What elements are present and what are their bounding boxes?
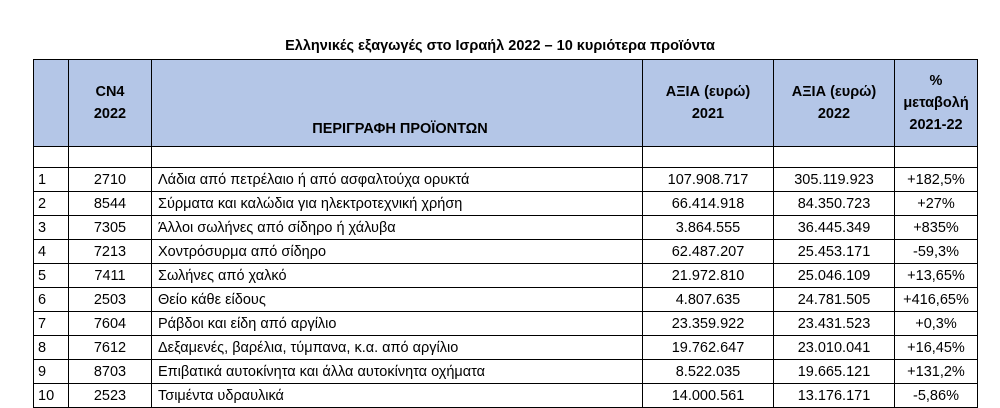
value-2021: 107.908.717 (643, 168, 774, 192)
spacer-cell (152, 147, 643, 168)
header-value-2022 (774, 60, 895, 147)
row-number: 5 (34, 264, 69, 288)
percent-change: +835% (895, 216, 978, 240)
value-2021: 23.359.922 (643, 312, 774, 336)
spacer-cell (34, 147, 69, 168)
row-number: 2 (34, 192, 69, 216)
row-number: 9 (34, 360, 69, 384)
spacer-cell (895, 147, 978, 168)
row-number: 3 (34, 216, 69, 240)
header-change-line3: 2021-22 (909, 117, 963, 133)
value-2022: 13.176.171 (774, 384, 895, 408)
row-number: 4 (34, 240, 69, 264)
product-description: Δεξαμενές, βαρέλια, τύμπανα, κ.α. από αργίλιο (152, 336, 643, 360)
row-number: 10 (34, 384, 69, 408)
cn4-code: 8544 (69, 192, 152, 216)
header-value-2022-line2: 2022 (817, 106, 851, 122)
row-number: 7 (34, 312, 69, 336)
percent-change: +131,2% (895, 360, 978, 384)
cn4-code: 8703 (69, 360, 152, 384)
value-2021: 4.807.635 (643, 288, 774, 312)
row-number: 1 (34, 168, 69, 192)
header-value-2021-line1: ΑΞΙΑ (ευρώ) (665, 84, 751, 100)
product-description: Άλλοι σωλήνες από σίδηρο ή χάλυβα (152, 216, 643, 240)
product-description: Σωλήνες από χαλκό (152, 264, 643, 288)
header-cn4-line1: CN4 (95, 84, 125, 100)
spacer-cell (69, 147, 152, 168)
table-row (34, 336, 978, 360)
percent-change: +0,3% (895, 312, 978, 336)
table-row (34, 264, 978, 288)
table-row (34, 216, 978, 240)
value-2021: 8.522.035 (643, 360, 774, 384)
product-description: Θείο κάθε είδους (152, 288, 643, 312)
table-row (34, 360, 978, 384)
value-2022: 25.453.171 (774, 240, 895, 264)
value-2021: 3.864.555 (643, 216, 774, 240)
percent-change: +182,5% (895, 168, 978, 192)
percent-change: +27% (895, 192, 978, 216)
value-2022: 23.431.523 (774, 312, 895, 336)
header-cn4 (69, 60, 152, 147)
percent-change: -59,3% (895, 240, 978, 264)
table-row (34, 288, 978, 312)
table-row (34, 312, 978, 336)
product-description: Επιβατικά αυτοκίνητα και άλλα αυτοκίνητα οχήματα (152, 360, 643, 384)
value-2022: 23.010.041 (774, 336, 895, 360)
header-change-line1: % (929, 73, 943, 89)
value-2022: 84.350.723 (774, 192, 895, 216)
value-2022: 19.665.121 (774, 360, 895, 384)
value-2021: 66.414.918 (643, 192, 774, 216)
row-number: 8 (34, 336, 69, 360)
product-description: Χοντρόσυρμα από σίδηρο (152, 240, 643, 264)
value-2022: 25.046.109 (774, 264, 895, 288)
table-title: Ελληνικές εξαγωγές στο Ισραήλ 2022 – 10 κυριότερα προϊόντα (285, 38, 715, 54)
cn4-code: 2523 (69, 384, 152, 408)
cn4-code: 2710 (69, 168, 152, 192)
cn4-code: 7411 (69, 264, 152, 288)
value-2021: 21.972.810 (643, 264, 774, 288)
product-description: Σύρματα και καλώδια για ηλεκτροτεχνική χρήση (152, 192, 643, 216)
product-description: Λάδια από πετρέλαιο ή από ασφαλτούχα ορυκτά (152, 168, 643, 192)
spacer-cell (643, 147, 774, 168)
table-row (34, 384, 978, 408)
header-spacer-row (34, 147, 978, 168)
value-2021: 62.487.207 (643, 240, 774, 264)
value-2021: 14.000.561 (643, 384, 774, 408)
header-value-2021 (643, 60, 774, 147)
cn4-code: 2503 (69, 288, 152, 312)
header-change-line2: μεταβολή (903, 95, 969, 111)
percent-change: +16,45% (895, 336, 978, 360)
cn4-code: 7213 (69, 240, 152, 264)
header-value-2021-line2: 2021 (691, 106, 725, 122)
product-description: Ράβδοι και είδη από αργίλιο (152, 312, 643, 336)
value-2022: 24.781.505 (774, 288, 895, 312)
header-change (895, 60, 978, 147)
percent-change: +13,65% (895, 264, 978, 288)
table-row (34, 240, 978, 264)
cn4-code: 7612 (69, 336, 152, 360)
cn4-code: 7604 (69, 312, 152, 336)
header-description: ΠΕΡΙΓΡΑΦΗ ΠΡΟΪΟΝΤΩΝ (152, 60, 643, 147)
percent-change: +416,65% (895, 288, 978, 312)
exports-table (33, 59, 978, 408)
header-row (34, 60, 978, 147)
value-2022: 305.119.923 (774, 168, 895, 192)
header-value-2022-line1: ΑΞΙΑ (ευρώ) (791, 84, 877, 100)
product-description: Τσιμέντα υδραυλικά (152, 384, 643, 408)
value-2022: 36.445.349 (774, 216, 895, 240)
spacer-cell (774, 147, 895, 168)
value-2021: 19.762.647 (643, 336, 774, 360)
row-number: 6 (34, 288, 69, 312)
header-num (34, 60, 69, 147)
table-body (34, 168, 978, 408)
cn4-code: 7305 (69, 216, 152, 240)
table-row (34, 168, 978, 192)
header-cn4-line2: 2022 (93, 106, 127, 122)
table-row (34, 192, 978, 216)
percent-change: -5,86% (895, 384, 978, 408)
